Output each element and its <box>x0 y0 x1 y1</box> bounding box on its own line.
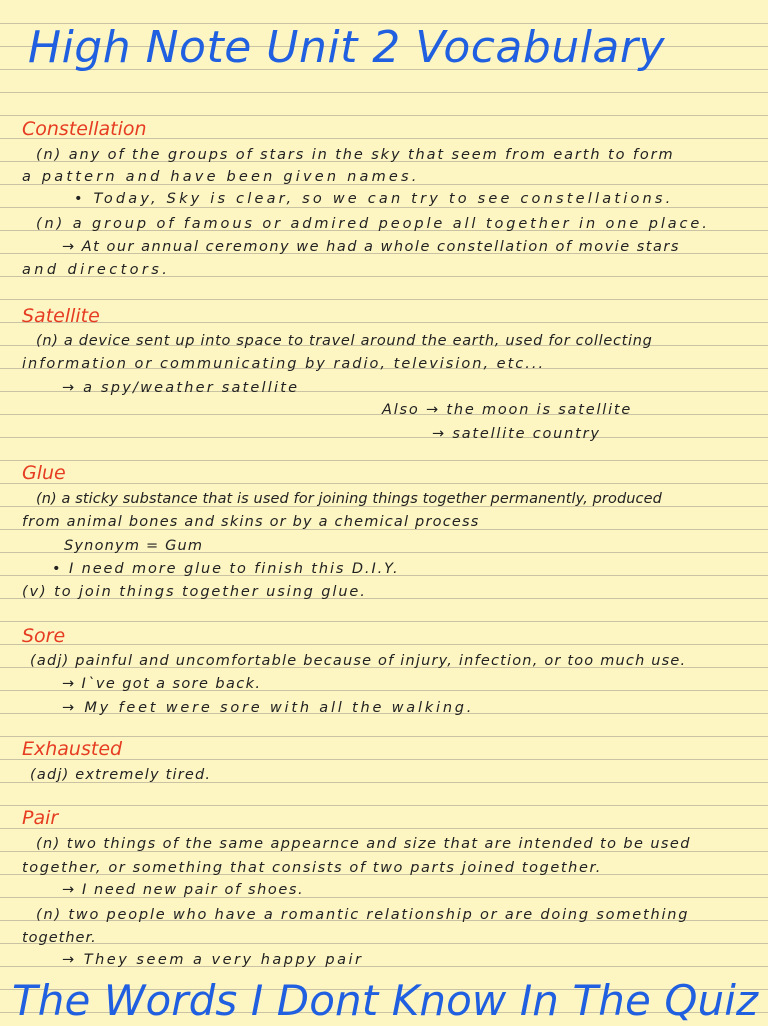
vocab-word: Satellite <box>22 305 100 327</box>
example-line: • Today, Sky is clear, so we can try to see constellations. <box>74 191 674 207</box>
vocab-word: Exhausted <box>22 738 123 760</box>
vocab-word: Pair <box>22 807 59 829</box>
example-line: → satellite country <box>432 426 601 442</box>
definition-line: (adj) extremely tired. <box>30 767 212 783</box>
vocab-word: Constellation <box>22 118 147 140</box>
definition-line: (v) to join things together using glue. <box>22 584 367 600</box>
definition-line: and directors. <box>22 262 171 278</box>
definition-line: a pattern and have been given names. <box>22 169 420 185</box>
example-line: → I`ve got a sore back. <box>62 676 262 692</box>
example-line: → They seem a very happy pair <box>62 952 364 968</box>
example-line: → My feet were sore with all the walking. <box>62 700 475 716</box>
definition-line: (adj) painful and uncomfortable because of injury, infection, or too much use. <box>30 653 687 669</box>
definition-line: (n) two things of the same appearnce and size that are intended to be used <box>36 836 691 852</box>
definition-line: together, or something that consists of two parts joined together. <box>22 860 602 876</box>
example-line: → I need new pair of shoes. <box>62 882 305 898</box>
footer-heading: The Words I Dont Know In The Quiz <box>12 976 759 1025</box>
vocab-word: Sore <box>22 625 66 647</box>
definition-line: (n) a device sent up into space to travel around the earth, used for collecting <box>36 333 653 349</box>
definition-line: (n) any of the groups of stars in the sky that seem from earth to form <box>36 147 675 163</box>
vocab-word: Glue <box>22 462 66 484</box>
page-title: High Note Unit 2 Vocabulary <box>28 22 666 73</box>
example-line: • I need more glue to finish this D.I.Y. <box>52 561 400 577</box>
definition-line: (n) two people who have a romantic relationship or are doing something <box>36 907 690 923</box>
synonym-line: Synonym = Gum <box>64 538 204 554</box>
example-line: → a spy/weather satellite <box>62 380 300 396</box>
definition-line: (n) a group of famous or admired people all together in one place. <box>36 216 710 232</box>
example-line: Also → the moon is satellite <box>382 402 633 418</box>
definition-line: from animal bones and skins or by a chemical process <box>22 514 480 530</box>
definition-line: together. <box>22 930 97 946</box>
definition-line: (n) a sticky substance that is used for joining things together permanently, produced <box>36 491 662 507</box>
definition-line: information or communicating by radio, television, etc... <box>22 356 546 372</box>
example-line: → At our annual ceremony we had a whole constellation of movie stars <box>62 239 680 255</box>
